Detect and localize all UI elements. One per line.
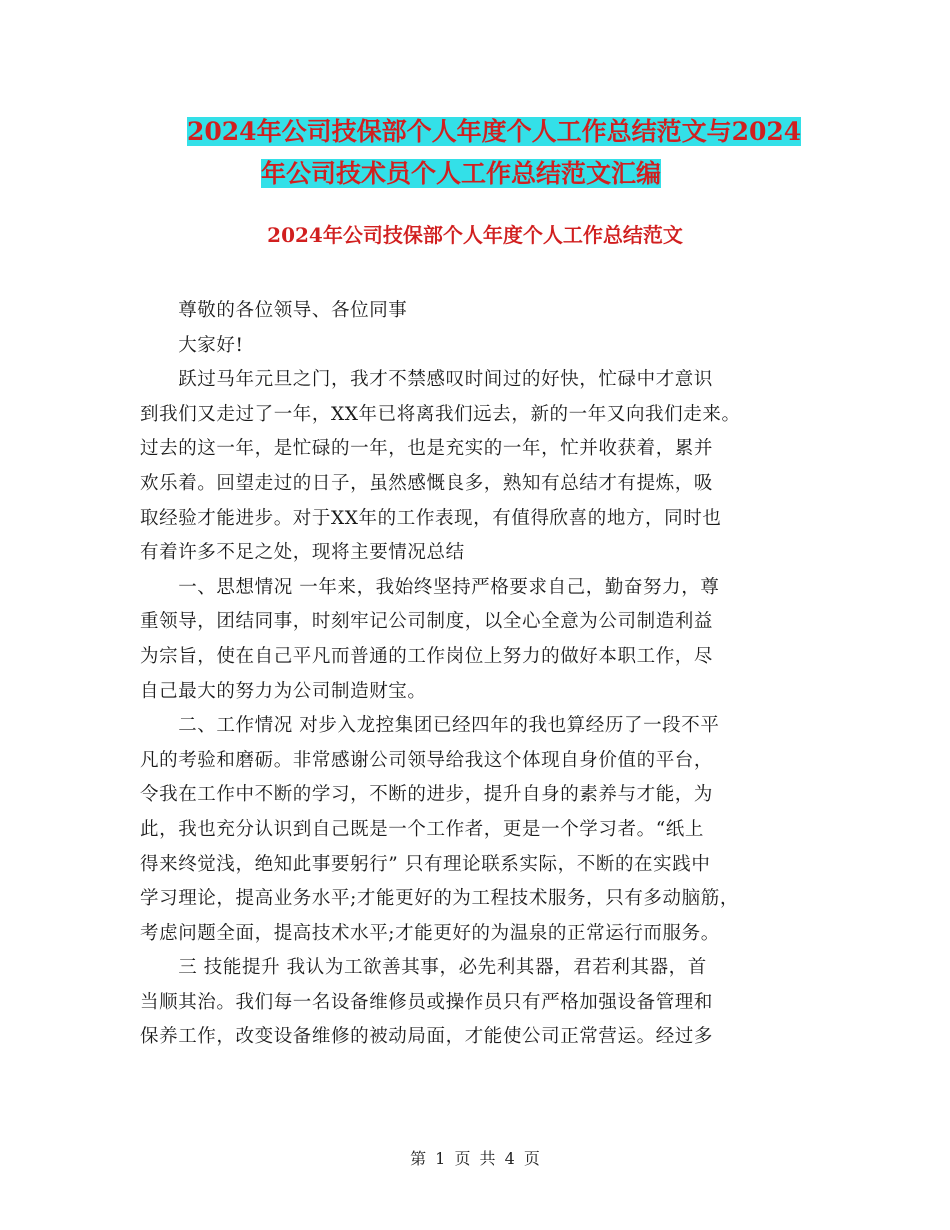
body-line: 此，我也充分认识到自己既是一个工作者，更是一个学习者。“纸上	[140, 818, 704, 840]
document-title-line-1: 2024年公司技保部个人年度个人工作总结范文与2024	[187, 117, 802, 146]
body-line: 得来终觉浅，绝知此事要躬行” 只有理论联系实际，不断的在实践中	[140, 853, 711, 875]
body-text	[140, 294, 812, 1055]
document-title	[185, 113, 825, 193]
body-line: 凡的考验和磨砺。非常感谢公司领导给我这个体现自身价值的平台，	[140, 749, 714, 771]
body-line: 一、思想情况 一年来，我始终坚持严格要求自己，勤奋努力，尊	[140, 576, 720, 598]
body-line: 到我们又走过了一年，XX年已将离我们远去，新的一年又向我们走来。	[140, 403, 741, 425]
body-line: 令我在工作中不断的学习，不断的进步，提升自身的素养与才能，为	[140, 784, 714, 806]
page-footer: 第 1 页 共 4 页	[410, 1149, 540, 1168]
body-line: 二、工作情况 对步入龙控集团已经四年的我也算经历了一段不平	[140, 715, 720, 737]
body-line: 有着许多不足之处，现将主要情况总结	[140, 542, 465, 564]
document-title-line-2: 年公司技术员个人工作总结范文汇编	[261, 159, 662, 188]
body-line: 跃过马年元旦之门，我才不禁感叹时间过的好快，忙碌中才意识	[140, 369, 714, 391]
body-line: 当顺其治。我们每一名设备维修员或操作员只有严格加强设备管理和	[140, 991, 714, 1013]
body-line: 重领导，团结同事，时刻牢记公司制度，以全心全意为公司制造利益	[140, 611, 714, 633]
body-line: 取经验才能进步。对于XX年的工作表现，有值得欣喜的地方，同时也	[140, 507, 722, 529]
body-line: 欢乐着。回望走过的日子，虽然感慨良多，熟知有总结才有提炼，吸	[140, 472, 714, 494]
body-line: 尊敬的各位领导、各位同事	[140, 300, 408, 321]
body-line: 考虑问题全面，提高技术水平;才能更好的为温泉的正常运行而服务。	[140, 922, 720, 944]
body-line: 保养工作，改变设备维修的被动局面，才能使公司正常营运。经过多	[140, 1026, 714, 1048]
body-line: 为宗旨，使在自己平凡而普通的工作岗位上努力的做好本职工作，尽	[140, 645, 714, 667]
body-line: 大家好!	[140, 334, 244, 356]
body-line: 自己最大的努力为公司制造财宝。	[140, 680, 427, 702]
body-line: 三 技能提升 我认为工欲善其事，必先利其器，君若利其器，首	[140, 957, 707, 979]
section-title: 2024年公司技保部个人年度个人工作总结范文	[267, 223, 683, 247]
body-line: 学习理论，提高业务水平;才能更好的为工程技术服务，只有多动脑筋，	[140, 888, 739, 910]
body-line: 过去的这一年，是忙碌的一年，也是充实的一年，忙并收获着，累并	[140, 438, 714, 460]
